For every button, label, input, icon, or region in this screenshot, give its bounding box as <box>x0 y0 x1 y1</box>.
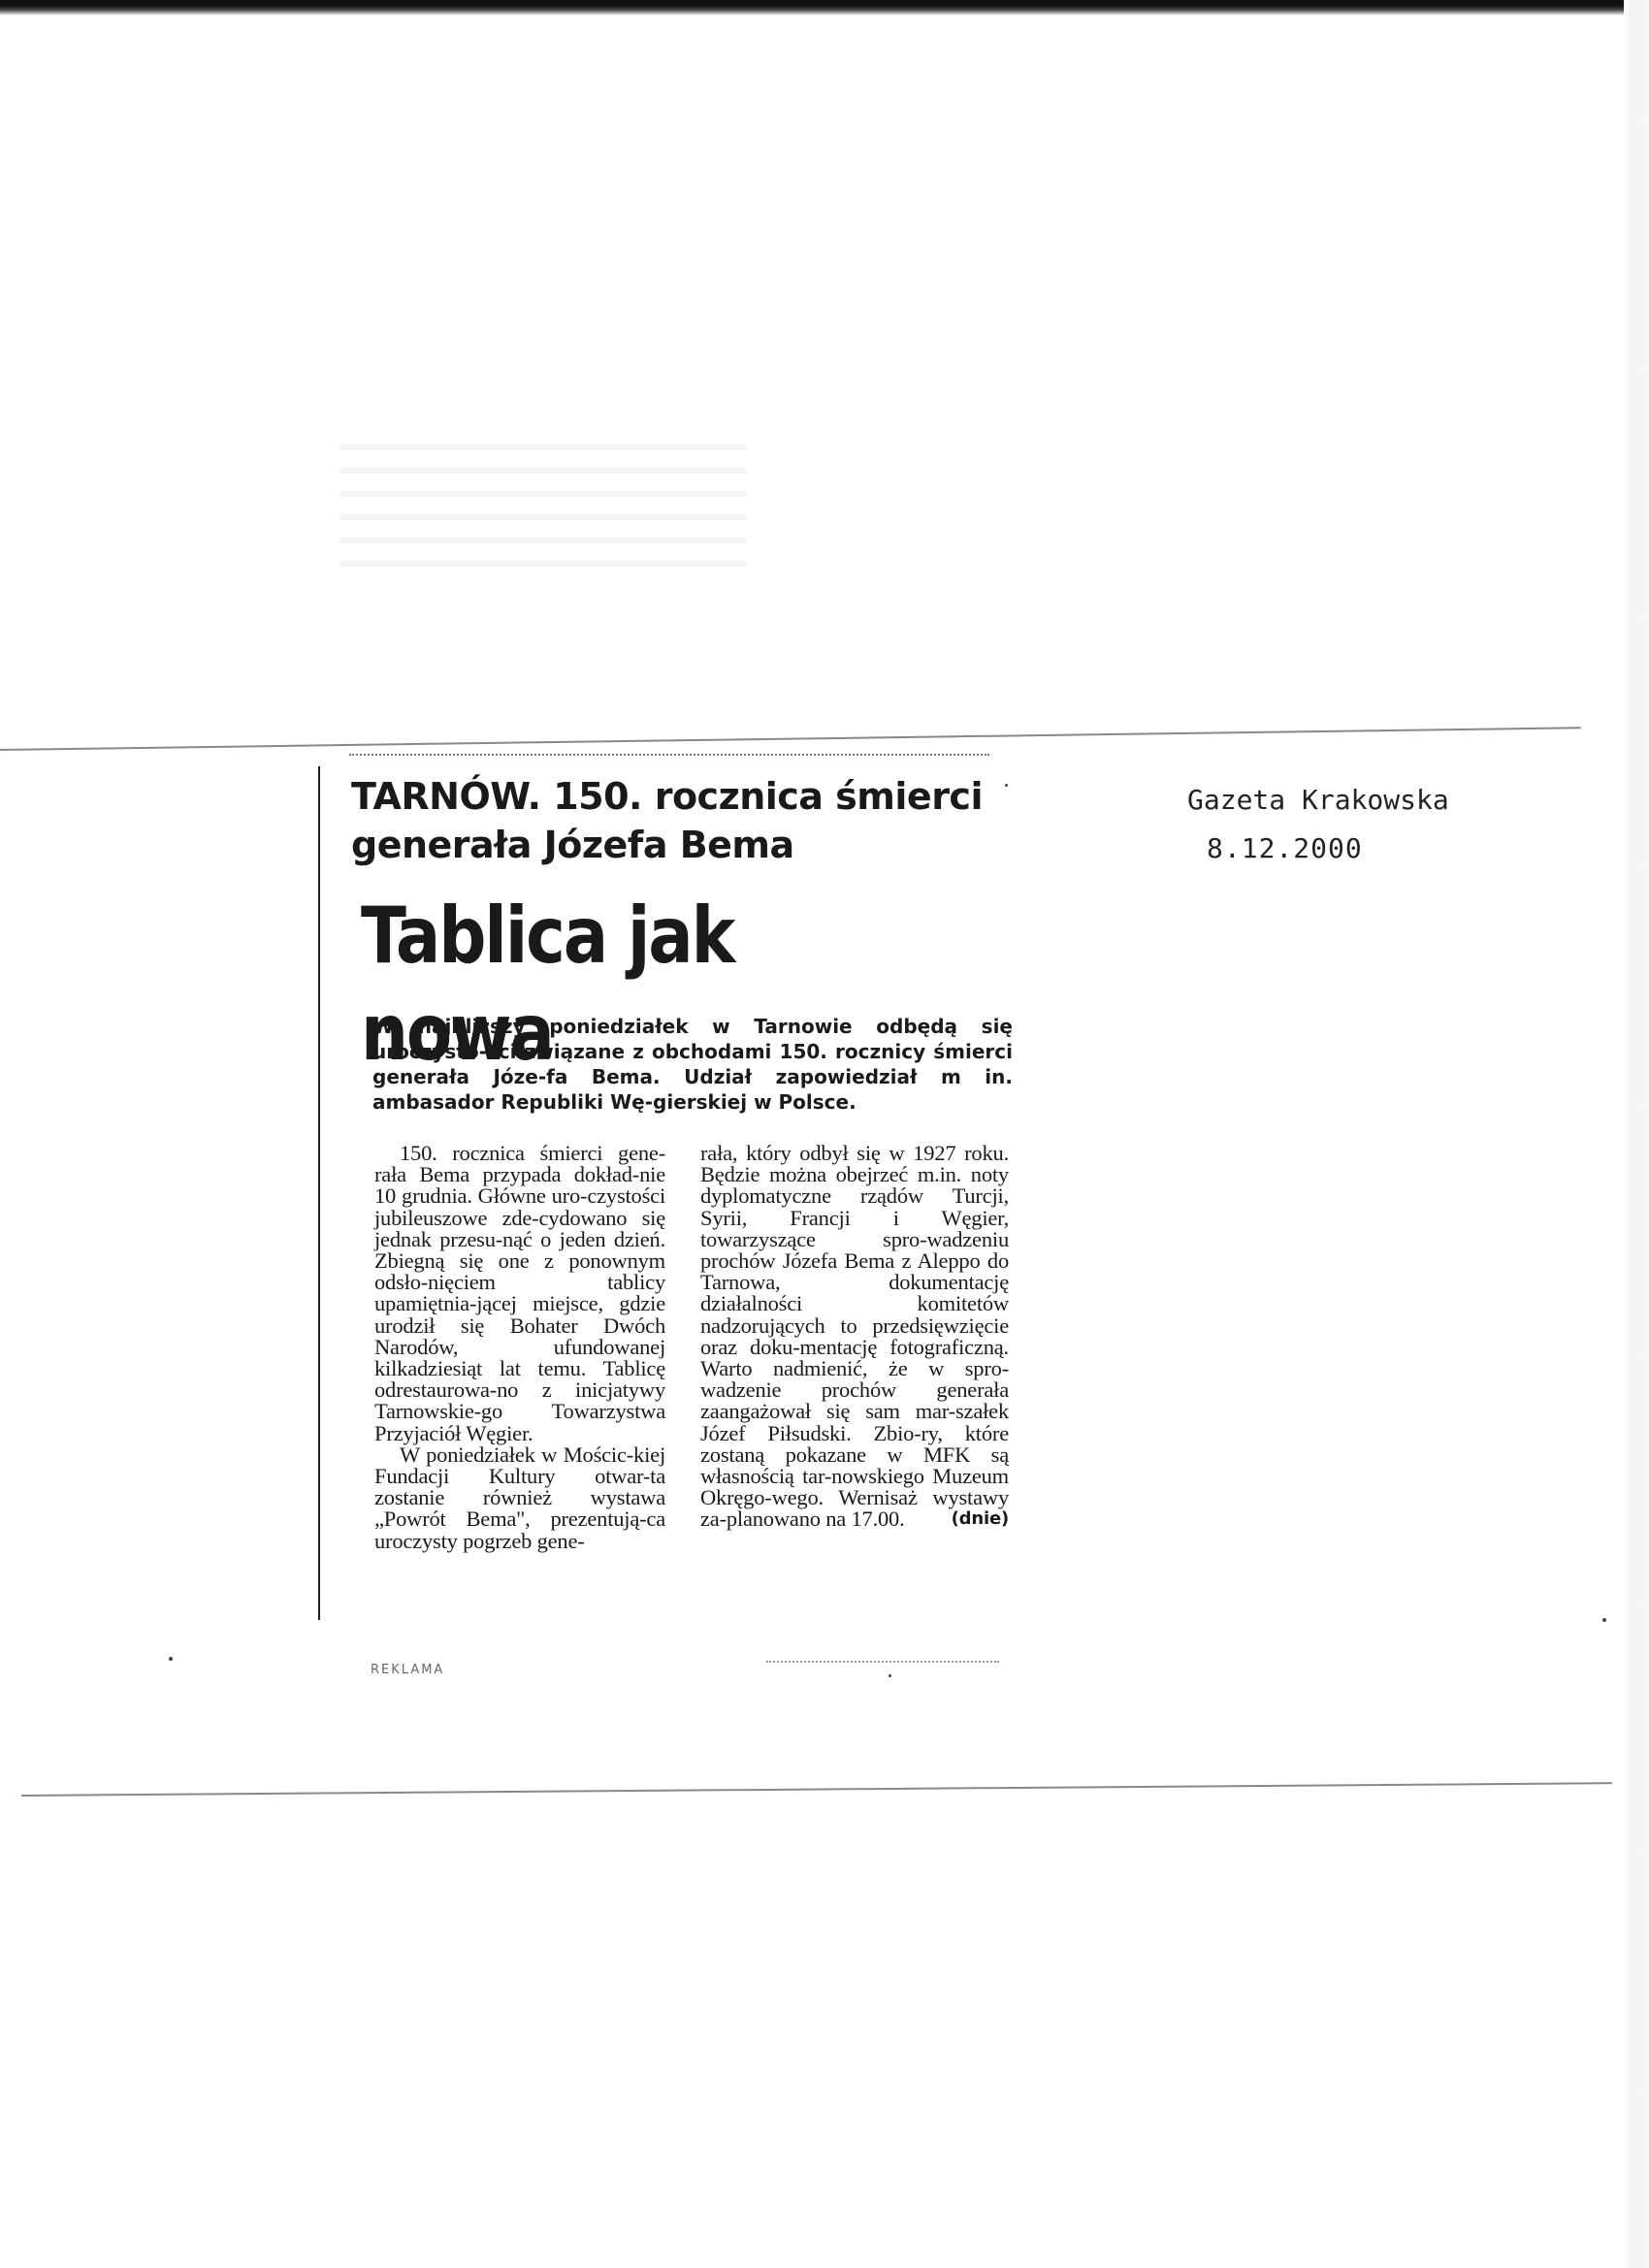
scan-top-edge <box>0 0 1649 16</box>
bleed-through-text <box>340 427 747 572</box>
clipping-bottom-dotted-rule <box>766 1661 999 1663</box>
article-kicker <box>351 772 1030 869</box>
publication-name: Gazeta Krakowska <box>1187 784 1449 816</box>
article-column-2 <box>700 1143 1009 1531</box>
scan-right-edge <box>1624 0 1649 2268</box>
scan-speck <box>169 1657 173 1661</box>
article-lead: W najbliższy poniedziałek w Tarnowie odbędą się uroczysto-ści związane z obchodami 150. rocznicy śmierci generała Józe-fa Bema. Udział zapowiedział m in. ambasador Republiki Wę-gierskiej w Polsce. <box>372 1015 1013 1114</box>
paper-fold-lower <box>21 1782 1612 1797</box>
scan-speck <box>1005 784 1008 787</box>
kicker-line-2: generała Józefa Bema <box>351 824 794 866</box>
source-stamp <box>1187 776 1507 873</box>
clipping-top-dotted-rule <box>349 754 989 756</box>
clipping-left-rule <box>318 766 320 1620</box>
column-2-paragraph-1 <box>700 1143 1009 1531</box>
article-column-1 <box>374 1143 665 1552</box>
column-1-paragraph-1: 150. rocznica śmierci gene-rała Bema przypada dokład-nie 10 grudnia. Główne uro-czystości jubileuszowe zde-cydowano się jednak przesu-nąć o jeden dzień. Zbiegną się one z ponownym odsło-nięciem tablicy upamiętnia-jącej miejsce, gdzie urodził się Bohater Dwóch Narodów, ufundowanej kilkadziesiąt lat temu. Tablicę odrestaurowa-no z inicjatywy Tarnowskie-go Towarzystwa Przyjaciół Węgier. <box>374 1141 665 1445</box>
column-1-paragraph-2: W poniedziałek w Mościc-kiej Fundacji Kultury otwar-ta zostanie również wystawa „Powrót Bema", prezentują-ca uroczysty pogrzeb gene- <box>374 1442 665 1553</box>
publication-date: 8.12.2000 <box>1207 832 1363 864</box>
scan-speck <box>1602 1618 1606 1622</box>
footer-fragment: REKLAMA <box>371 1663 445 1677</box>
column-2-text: rała, który odbył się w 1927 roku. Będzie można obejrzeć m.in. noty dyplomatyczne rządów Turcji, Syrii, Francji i Węgier, towarzyszące spro-wadzeniu prochów Józefa Bema z Aleppo do Tarnowa, dokumentację działalności komitetów nadzorujących to przedsięwzięcie oraz doku-mentację fotograficzną. Warto nadmienić, że w spro-wadzenie prochów generała zaangażował się sam mar-szałek Józef Piłsudski. Zbio-ry, które zostaną pokazane w MFK są własnością tar-nowskiego Muzeum Okręgo-wego. Wernisaż wystawy za-planowano na 17.00. <box>700 1141 1009 1532</box>
author-signature: (dnie) <box>951 1508 1009 1530</box>
kicker-line-1: TARNÓW. 150. rocznica śmierci <box>351 775 983 818</box>
scan-speck <box>889 1674 891 1677</box>
paper-fold-upper <box>0 727 1581 751</box>
article-headline: Tablica jak nowa <box>361 891 734 1078</box>
